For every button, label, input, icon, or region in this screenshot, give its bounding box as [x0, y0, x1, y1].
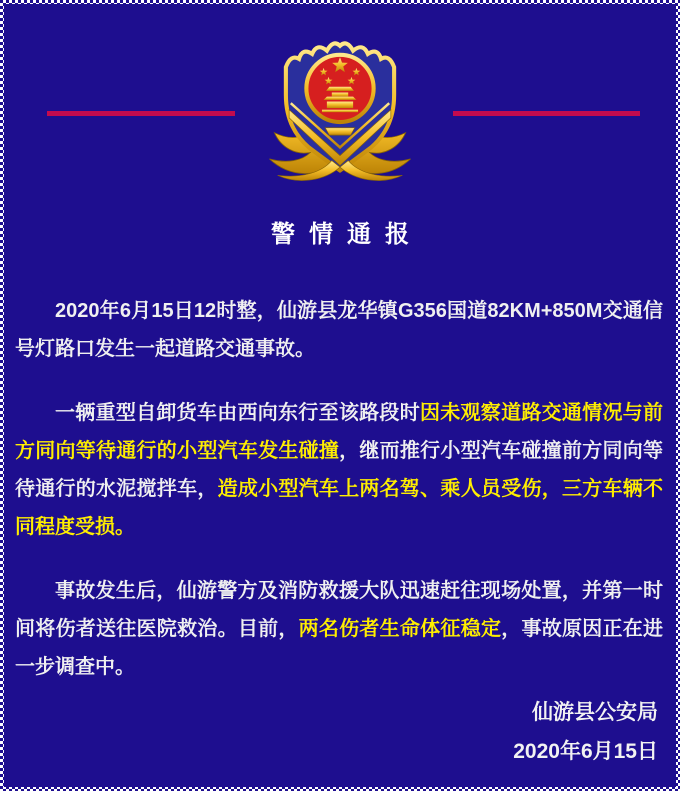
right-red-bar — [453, 111, 640, 116]
notice-paragraph — [15, 292, 663, 368]
body-text-segment: ，继而推行小型汽车碰撞前方同向等待通行的水泥搅拌车， — [15, 440, 664, 500]
notice-body — [15, 292, 663, 712]
body-text-segment: 一辆重型自卸货车由西向东行至该路段时 — [55, 402, 420, 424]
signature-date: 2020年6月15日 — [513, 740, 658, 763]
notice-background — [4, 4, 676, 787]
body-text-segment: 事故发生后，仙游警方及消防救援大队迅速赶往现场处置，并第一时间将伤者送往医院救治。目前， — [15, 580, 663, 640]
highlighted-text-segment: 因未观察道路交通情况与前方同向等待通行的小型汽车发生碰撞 — [15, 402, 664, 462]
highlighted-text-segment: 两名伤者生命体征稳定 — [298, 618, 502, 640]
police-badge-icon — [258, 30, 422, 196]
notice-title: 警情通报 — [271, 221, 423, 248]
body-text-segment: 2020年6月15日12时整，仙游县龙华镇G356国道82KM+850M交通信号灯路口发生一起道路交通事故。 — [15, 300, 663, 360]
notice-paragraph — [15, 572, 663, 686]
left-red-bar — [47, 111, 235, 116]
signature-block — [513, 693, 658, 771]
body-text-segment: ，事故原因正在进一步调查中。 — [15, 618, 664, 678]
signature-agency: 仙游县公安局 — [532, 701, 658, 724]
highlighted-text-segment: 造成小型汽车上两名驾、乘人员受伤，三方车辆不同程度受损。 — [15, 478, 664, 538]
notice-paragraph — [15, 394, 663, 546]
